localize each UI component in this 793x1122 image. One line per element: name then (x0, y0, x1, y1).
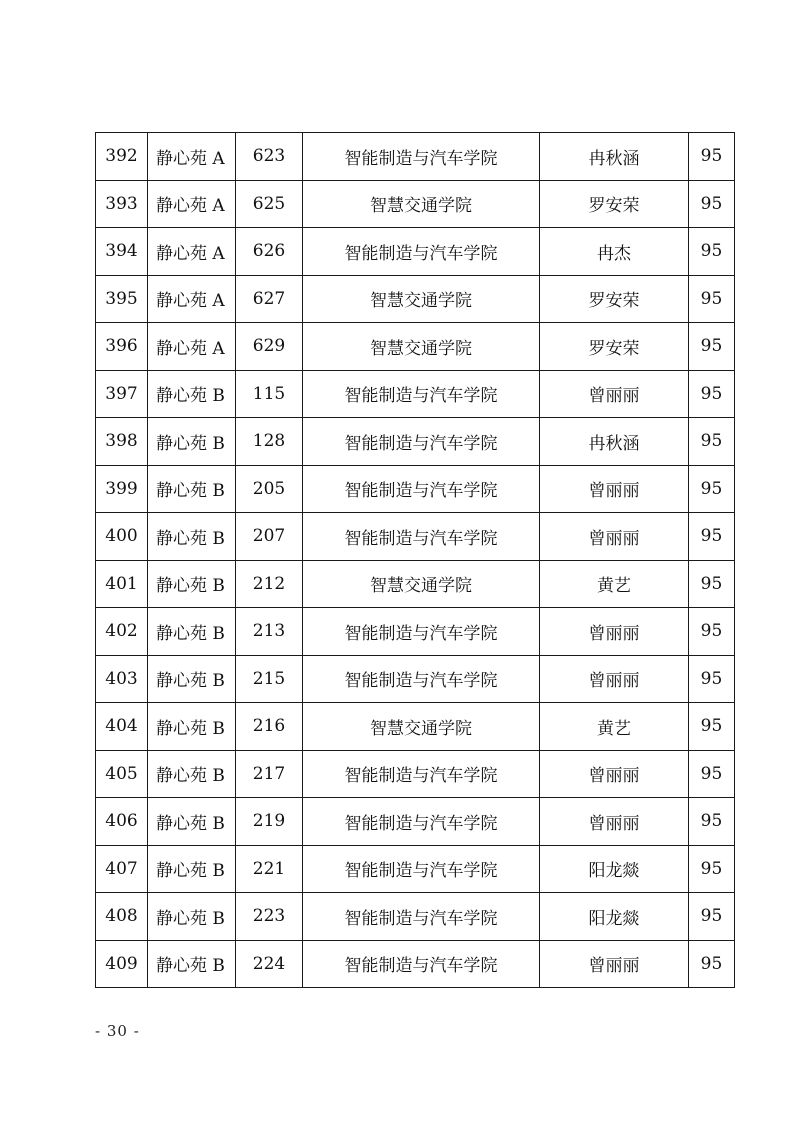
counselor-cell: 曾丽丽 (540, 655, 689, 703)
building-cell: 静心苑 B (148, 608, 236, 656)
counselor-cell: 冉秋涵 (540, 133, 689, 181)
building-cell: 静心苑 B (148, 560, 236, 608)
room-number-cell: 215 (236, 655, 303, 703)
row-number-cell: 405 (96, 750, 148, 798)
row-number-cell: 400 (96, 513, 148, 561)
table-row (96, 798, 735, 846)
room-number-cell: 212 (236, 560, 303, 608)
row-number-cell: 401 (96, 560, 148, 608)
college-cell: 智能制造与汽车学院 (303, 370, 540, 418)
building-cell: 静心苑 A (148, 275, 236, 323)
college-cell: 智能制造与汽车学院 (303, 893, 540, 941)
table-row (96, 465, 735, 513)
building-cell: 静心苑 B (148, 703, 236, 751)
college-cell: 智能制造与汽车学院 (303, 798, 540, 846)
counselor-cell: 罗安荣 (540, 275, 689, 323)
row-number-cell: 396 (96, 323, 148, 371)
score-cell: 95 (689, 940, 735, 988)
table-row (96, 180, 735, 228)
row-number-cell: 406 (96, 798, 148, 846)
building-cell: 静心苑 B (148, 798, 236, 846)
table-row (96, 418, 735, 466)
building-cell: 静心苑 A (148, 323, 236, 371)
college-cell: 智能制造与汽车学院 (303, 608, 540, 656)
college-cell: 智慧交通学院 (303, 703, 540, 751)
college-cell: 智能制造与汽车学院 (303, 655, 540, 703)
college-cell: 智慧交通学院 (303, 560, 540, 608)
room-number-cell: 128 (236, 418, 303, 466)
score-cell: 95 (689, 418, 735, 466)
score-cell: 95 (689, 845, 735, 893)
counselor-cell: 曾丽丽 (540, 513, 689, 561)
building-cell: 静心苑 A (148, 133, 236, 181)
table-row (96, 228, 735, 276)
score-cell: 95 (689, 513, 735, 561)
building-cell: 静心苑 B (148, 750, 236, 798)
room-number-cell: 217 (236, 750, 303, 798)
counselor-cell: 冉杰 (540, 228, 689, 276)
counselor-cell: 罗安荣 (540, 323, 689, 371)
row-number-cell: 409 (96, 940, 148, 988)
counselor-cell: 冉秋涵 (540, 418, 689, 466)
table-row (96, 703, 735, 751)
college-cell: 智能制造与汽车学院 (303, 845, 540, 893)
counselor-cell: 曾丽丽 (540, 465, 689, 513)
score-cell: 95 (689, 323, 735, 371)
building-cell: 静心苑 B (148, 655, 236, 703)
row-number-cell: 408 (96, 893, 148, 941)
counselor-cell: 黄艺 (540, 560, 689, 608)
table-row (96, 275, 735, 323)
score-cell: 95 (689, 893, 735, 941)
score-cell: 95 (689, 703, 735, 751)
building-cell: 静心苑 B (148, 465, 236, 513)
row-number-cell: 395 (96, 275, 148, 323)
room-number-cell: 625 (236, 180, 303, 228)
college-cell: 智能制造与汽车学院 (303, 750, 540, 798)
room-number-cell: 223 (236, 893, 303, 941)
score-cell: 95 (689, 133, 735, 181)
row-number-cell: 404 (96, 703, 148, 751)
table-body (96, 133, 735, 988)
college-cell: 智能制造与汽车学院 (303, 940, 540, 988)
building-cell: 静心苑 B (148, 513, 236, 561)
college-cell: 智慧交通学院 (303, 180, 540, 228)
room-number-cell: 221 (236, 845, 303, 893)
score-cell: 95 (689, 275, 735, 323)
room-number-cell: 216 (236, 703, 303, 751)
row-number-cell: 393 (96, 180, 148, 228)
building-cell: 静心苑 A (148, 180, 236, 228)
building-cell: 静心苑 A (148, 228, 236, 276)
room-number-cell: 626 (236, 228, 303, 276)
score-cell: 95 (689, 465, 735, 513)
room-number-cell: 629 (236, 323, 303, 371)
building-cell: 静心苑 B (148, 940, 236, 988)
counselor-cell: 曾丽丽 (540, 750, 689, 798)
room-number-cell: 115 (236, 370, 303, 418)
table-row (96, 893, 735, 941)
row-number-cell: 399 (96, 465, 148, 513)
row-number-cell: 402 (96, 608, 148, 656)
room-number-cell: 219 (236, 798, 303, 846)
row-number-cell: 392 (96, 133, 148, 181)
score-cell: 95 (689, 655, 735, 703)
row-number-cell: 397 (96, 370, 148, 418)
dormitory-score-table (95, 132, 735, 988)
row-number-cell: 394 (96, 228, 148, 276)
building-cell: 静心苑 B (148, 893, 236, 941)
college-cell: 智慧交通学院 (303, 275, 540, 323)
counselor-cell: 罗安荣 (540, 180, 689, 228)
building-cell: 静心苑 B (148, 370, 236, 418)
counselor-cell: 阳龙燚 (540, 845, 689, 893)
college-cell: 智能制造与汽车学院 (303, 228, 540, 276)
score-cell: 95 (689, 370, 735, 418)
college-cell: 智能制造与汽车学院 (303, 465, 540, 513)
college-cell: 智慧交通学院 (303, 323, 540, 371)
table-row (96, 845, 735, 893)
row-number-cell: 407 (96, 845, 148, 893)
room-number-cell: 627 (236, 275, 303, 323)
table-row (96, 940, 735, 988)
counselor-cell: 曾丽丽 (540, 798, 689, 846)
counselor-cell: 阳龙燚 (540, 893, 689, 941)
counselor-cell: 曾丽丽 (540, 608, 689, 656)
score-cell: 95 (689, 180, 735, 228)
counselor-cell: 曾丽丽 (540, 370, 689, 418)
page-number: - 30 - (95, 1022, 140, 1040)
counselor-cell: 黄艺 (540, 703, 689, 751)
score-cell: 95 (689, 228, 735, 276)
college-cell: 智能制造与汽车学院 (303, 513, 540, 561)
counselor-cell: 曾丽丽 (540, 940, 689, 988)
table-row (96, 370, 735, 418)
building-cell: 静心苑 B (148, 845, 236, 893)
room-number-cell: 207 (236, 513, 303, 561)
score-cell: 95 (689, 560, 735, 608)
row-number-cell: 403 (96, 655, 148, 703)
table-row (96, 323, 735, 371)
score-cell: 95 (689, 750, 735, 798)
college-cell: 智能制造与汽车学院 (303, 133, 540, 181)
college-cell: 智能制造与汽车学院 (303, 418, 540, 466)
score-cell: 95 (689, 608, 735, 656)
building-cell: 静心苑 B (148, 418, 236, 466)
table-row (96, 750, 735, 798)
room-number-cell: 224 (236, 940, 303, 988)
table-row (96, 560, 735, 608)
table-row (96, 513, 735, 561)
table-row (96, 133, 735, 181)
table-row (96, 655, 735, 703)
score-cell: 95 (689, 798, 735, 846)
room-number-cell: 623 (236, 133, 303, 181)
room-number-cell: 205 (236, 465, 303, 513)
room-number-cell: 213 (236, 608, 303, 656)
row-number-cell: 398 (96, 418, 148, 466)
table-row (96, 608, 735, 656)
